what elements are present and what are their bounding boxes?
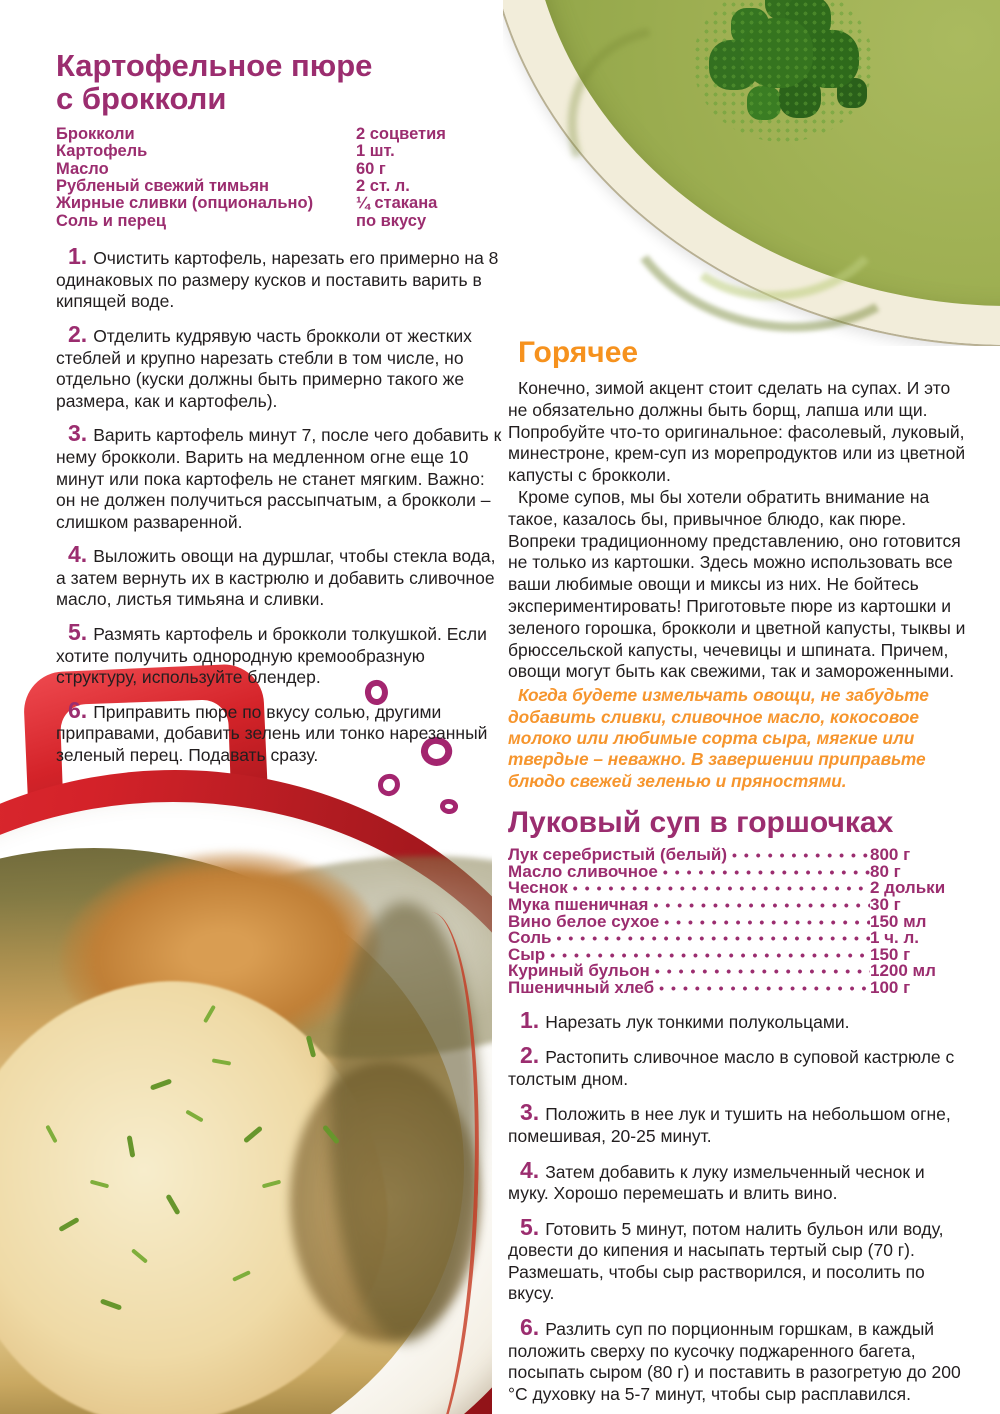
ingredient-amount: 80 г: [870, 861, 901, 881]
ingredient-amount: 150 мл: [870, 911, 927, 931]
step-number: 4.: [68, 541, 88, 568]
ingredient-amount: 1200 мл: [870, 961, 936, 981]
recipe-step: [508, 1006, 966, 1034]
onion-ring-doodle-icon: [439, 798, 459, 816]
hot-dishes-column: [508, 336, 966, 1414]
ingredient-row: [56, 178, 508, 195]
step-number: 3.: [68, 420, 88, 447]
recipe1-ingredient-list: [56, 126, 508, 230]
ingredient-row: [56, 126, 508, 143]
ingredient-row: [56, 161, 508, 178]
ingredient-name: Соль: [508, 928, 552, 948]
dot-leader: [648, 897, 870, 914]
recipe-step: [508, 1044, 966, 1090]
ingredient-name: Мука пшеничная: [508, 894, 649, 914]
step-text: Положить в нее лук и тушить на небольшом огне, помешивая, 20-25 минут.: [508, 1104, 951, 1146]
hot-paragraph: Конечно, зимой акцент стоит сделать на супах. И это не обязательно должны быть борщ, лапша или щи. Попробуйте что-то оригинальное: фасолевый, луковый, минестроне, крем-суп из морепродуктов или из цветной капусты с брокколи.: [508, 378, 966, 486]
step-number: 4.: [520, 1156, 540, 1183]
ingredient-row: [56, 195, 508, 212]
dot-leader: [650, 963, 870, 980]
recipe-step: [56, 696, 508, 767]
step-text: Очистить картофель, нарезать его примерно на 8 одинаковых по размеру кусков и поставить варить в кипящей воде.: [56, 248, 499, 312]
step-text: Приправить пюре по вкусу солью, другими приправами, добавить зелень или тонко нарезанный зеленый перец. Подавать сразу.: [56, 701, 488, 766]
step-number: 2.: [68, 320, 88, 347]
recipe1-steps: [56, 245, 508, 766]
ingredient-row: [56, 213, 508, 230]
recipe-potato-broccoli-puree: [56, 50, 508, 777]
ingredient-amount: 2 соцветия: [356, 124, 446, 143]
step-text: Размять картофель и брокколи толкушкой. Если хотите получить однородную кремообразную структуру, используйте блендер.: [56, 624, 487, 688]
ingredient-amount: 2 ст. л.: [356, 176, 410, 195]
ingredient-row: [508, 977, 966, 997]
step-number: 5.: [520, 1213, 540, 1240]
recipe-step: [56, 543, 508, 611]
recipe1-title-line2: с брокколи: [56, 80, 227, 116]
recipe-step: [508, 1316, 966, 1405]
ingredient-amount: 1 ч. л.: [870, 928, 920, 948]
ingredient-name: Лук серебристый (белый): [508, 845, 727, 865]
step-number: 6.: [68, 696, 88, 723]
ingredient-name: Вино белое сухое: [508, 911, 660, 931]
recipe-step: [508, 1213, 966, 1305]
ingredient-amount: 60 г: [356, 159, 386, 178]
dot-leader: [552, 930, 871, 947]
hot-paragraph: Кроме супов, мы бы хотели обратить внимание на такое, казалось бы, привычное блюдо, как пюре. Вопреки традиционному представлению, оно готовится не только из картошки. Здесь можно использовать все ваши любимые овощи и миксы из них. Не бойтесь экспериментировать! Приготовьте пюре из картошки и зеленого горошка, брокколи и цветной капусты, тыквы и брюссельской капусты, чечевицы и шпината. Причем, овощи могут быть как свежими, так и замороженными.: [508, 486, 966, 682]
ingredient-name: Жирные сливки (опционально): [56, 194, 314, 213]
dot-leader: [658, 864, 870, 881]
step-number: 5.: [68, 619, 88, 646]
recipe1-title: [56, 50, 508, 116]
recipe2-title: Луковый суп в горшочках: [508, 806, 894, 840]
ingredient-amount: 1 шт.: [356, 142, 395, 161]
ingredient-amount: ¼ стакана: [356, 194, 438, 213]
recipe-step: [56, 422, 508, 533]
step-text: Готовить 5 минут, потом налить бульон или воду, довести до кипения и насыпать тертый сыр (70 г). Размешать, чтобы сыр растворился, и посолить по вкусу.: [508, 1218, 944, 1304]
ingredient-name: Рубленый свежий тимьян: [56, 176, 269, 195]
recipe-step: [508, 1101, 966, 1147]
ingredient-amount: 30 г: [870, 894, 901, 914]
ingredient-name: Соль и перец: [56, 211, 167, 230]
ingredient-amount: 800 г: [870, 845, 911, 865]
step-number: 1.: [68, 243, 88, 270]
step-number: 6.: [520, 1314, 540, 1341]
step-text: Растопить сливочное масло в суповой кастрюле с толстым дном.: [508, 1047, 955, 1089]
section-title-hot: Горячее: [518, 336, 639, 369]
step-text: Варить картофель минут 7, после чего добавить к нему брокколи. Варить на медленном огне еще 10 минут или пока картофель не станет мягким. Важно: он не должен получиться рассыпчатым, а брокколи – слишком разваренной.: [56, 425, 502, 532]
step-text: Выложить овощи на дуршлаг, чтобы стекла вода, а затем вернуть их в кастрюлю и добавить сливочное масло, листья тимьяна и сливки.: [56, 546, 496, 610]
recipe-step: [56, 245, 508, 313]
step-text: Нарезать лук тонкими полукольцами.: [545, 1011, 850, 1032]
ingredient-name: Брокколи: [56, 124, 135, 143]
ingredient-name: Куриный бульон: [508, 961, 650, 981]
ingredient-name: Масло сливочное: [508, 861, 658, 881]
recipe2-steps: [508, 1006, 966, 1406]
recipe-step: [56, 621, 508, 689]
recipe1-title-line1: Картофельное пюре: [56, 48, 373, 83]
hot-tip: Когда будете измельчать овощи, не забудьте добавить сливки, сливочное масло, кокосовое молоко или любимые сорта сыра, мягкие или твердые – неважно. В завершении приправьте блюдо свежей зеленью и пряностями.: [508, 685, 929, 791]
step-number: 1.: [520, 1006, 540, 1033]
ingredient-name: Сыр: [508, 944, 546, 964]
ingredient-amount: по вкусу: [356, 211, 427, 230]
dot-leader: [659, 914, 870, 931]
recipe-step: [56, 320, 508, 412]
step-text: Отделить кудрявую часть брокколи от жестких стеблей и крупно нарезать стебли в том числе, но отдельно (куски должны быть примерно такого же размера, как и картофель).: [56, 325, 472, 411]
broccoli-soup-photo: [503, 0, 1000, 346]
ingredient-name: Масло: [56, 159, 109, 178]
ingredient-amount: 100 г: [870, 977, 911, 997]
step-number: 2.: [520, 1042, 540, 1069]
ingredient-name: Чеснок: [508, 878, 568, 898]
ingredient-amount: 150 г: [870, 944, 911, 964]
step-number: 3.: [520, 1099, 540, 1126]
step-text: Разлить суп по порционным горшкам, в каждый положить сверху по кусочку поджаренного багета, посыпать сыром (80 г) и поставить в разогретую до 200 °C духовку на 5-7 минут, чтобы сыр расплавился.: [508, 1319, 961, 1404]
ingredient-row: [56, 143, 508, 160]
dot-leader: [654, 980, 870, 997]
ingredient-amount: 2 дольки: [870, 878, 946, 898]
dot-leader: [727, 847, 870, 864]
recipe2-ingredient-list: [508, 847, 966, 996]
recipe-step: [508, 1156, 966, 1205]
step-text: Затем добавить к луку измельченный чеснок и муку. Хорошо перемешать и влить вино.: [508, 1161, 925, 1204]
ingredient-name: Картофель: [56, 142, 148, 161]
ingredient-name: Пшеничный хлеб: [508, 977, 655, 997]
